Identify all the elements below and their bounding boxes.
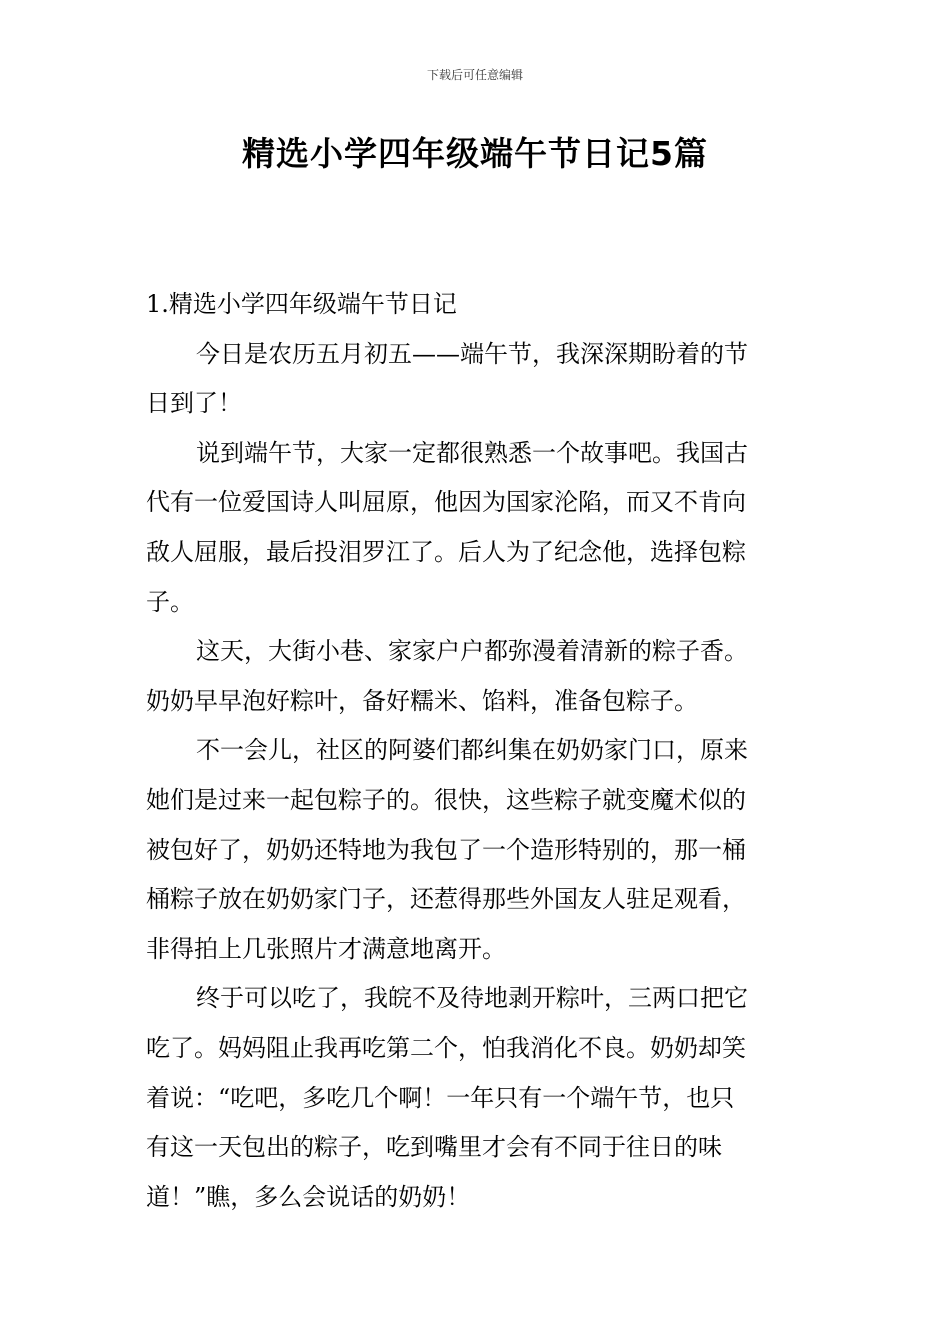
paragraph-line: 今日是农历五月初五——端午节，我深深期盼着的节 (196, 339, 748, 368)
paragraph-line: 不一会儿，社区的阿婆们都纠集在奶奶家门口，原来 (196, 736, 748, 765)
paragraph-line: 非得拍上几张照片才满意地离开。 (146, 934, 506, 963)
document-body (146, 280, 806, 1222)
paragraph-line: 日到了！ (146, 389, 242, 418)
paragraph-line: 她们是过来一起包粽子的。很快，这些粽子就变魔术似的 (146, 785, 746, 814)
paragraph-line: 说到端午节，大家一定都很熟悉一个故事吧。我国古 (196, 438, 748, 467)
page-header-note: 下载后可任意编辑 (426, 68, 523, 82)
paragraph-line: 敌人屈服，最后投泪罗江了。后人为了纪念他，选择包粽 (146, 537, 746, 566)
paragraph-line: 这天，大街小巷、家家户户都弥漫着清新的粽子香。 (196, 637, 748, 666)
paragraph-line: 代有一位爱国诗人叫屈原，他因为国家沦陷，而又不肯向 (146, 488, 746, 517)
paragraph-line: 被包好了，奶奶还特地为我包了一个造形特别的，那一桶 (146, 835, 746, 864)
paragraph-5 (146, 974, 806, 1222)
paragraph-line: 有这一天包出的粽子，吃到嘴里才会有不同于往日的味 (146, 1133, 722, 1162)
paragraph-3 (146, 627, 806, 726)
section-heading: 1.精选小学四年级端午节日记 (146, 290, 457, 318)
paragraph-2 (146, 429, 806, 627)
paragraph-line: 吃了。妈妈阻止我再吃第二个，怕我消化不良。奶奶却笑 (146, 1033, 746, 1062)
paragraph-line: 奶奶早早泡好粽叶，备好糯米、馅料，准备包粽子。 (146, 686, 698, 715)
document-title: 精选小学四年级端午节日记5篇 (242, 134, 708, 173)
paragraph-line: 着说：“吃吧，多吃几个啊！一年只有一个端午节，也只 (146, 1083, 735, 1112)
paragraph-line: 终于可以吃了，我皖不及待地剥开粽叶，三两口把它 (196, 984, 748, 1013)
paragraph-line: 子。 (146, 587, 194, 616)
paragraph-1 (146, 330, 806, 429)
paragraph-line: 道！”瞧，多么会说话的奶奶！ (146, 1182, 471, 1211)
paragraph-line: 桶粽子放在奶奶家门子，还惹得那些外国友人驻足观看， (146, 885, 746, 914)
paragraph-4 (146, 726, 806, 974)
